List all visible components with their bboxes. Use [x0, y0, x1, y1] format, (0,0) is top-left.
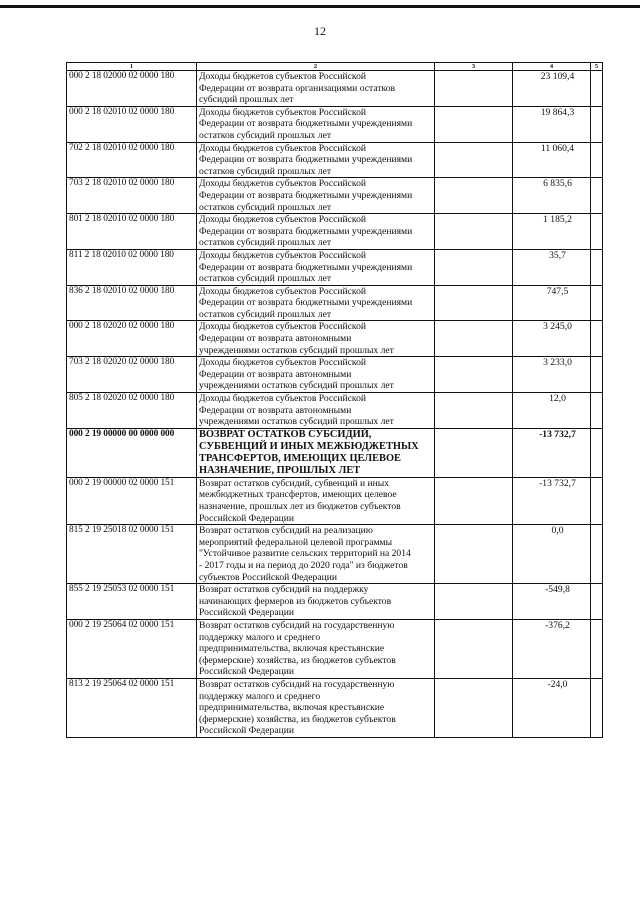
table-row [67, 428, 603, 477]
item-description [197, 428, 435, 477]
item-description [197, 142, 435, 178]
amount-cell: -13 732,7 [513, 477, 591, 524]
description-line: поддержку малого и среднего [199, 631, 321, 643]
table-row [67, 249, 603, 285]
description-line: Федерации от возврата бюджетными учреждениями [199, 154, 413, 166]
table-row [67, 285, 603, 321]
column-3-cell [435, 321, 513, 357]
table-body [67, 71, 603, 738]
budget-code: 703 2 18 02010 02 0000 180 [67, 178, 197, 214]
description-line: Федерации от возврата автономными [199, 404, 352, 416]
budget-code: 000 2 19 25064 02 0000 151 [67, 619, 197, 678]
column-5-cell [591, 214, 603, 250]
description-line: остатков субсидий прошлых лет [199, 308, 332, 320]
description-line: Российской Федерации [199, 512, 294, 524]
description-line: (фермерские) хозяйства, из бюджетов субъектов [199, 713, 396, 725]
description-line: Доходы бюджетов субъектов Российской [199, 249, 367, 261]
item-description [197, 525, 435, 584]
column-5-cell [591, 142, 603, 178]
column-5-cell [591, 106, 603, 142]
description-line: Федерации от возврата автономными [199, 368, 352, 380]
description-line: остатков субсидий прошлых лет [199, 201, 332, 213]
page-number: 12 [314, 24, 326, 38]
column-number-1: 1 [67, 63, 197, 71]
budget-code: 813 2 19 25064 02 0000 151 [67, 678, 197, 737]
amount-cell: 19 864,3 [513, 106, 591, 142]
description-line: Доходы бюджетов субъектов Российской [199, 178, 367, 190]
description-line: предпринимательства, включая крестьянские [199, 643, 385, 655]
column-number-4: 4 [513, 63, 591, 71]
item-description [197, 619, 435, 678]
column-number-2: 2 [197, 63, 435, 71]
amount-cell: 747,5 [513, 285, 591, 321]
description-line: Возврат остатков субсидий на государственную [199, 619, 395, 631]
description-line: Доходы бюджетов субъектов Российской [199, 142, 367, 154]
description-line: Российской Федерации [199, 725, 294, 737]
description-line: Доходы бюджетов субъектов Российской [199, 321, 367, 333]
description-line: Возврат остатков субсидий на поддержку [199, 584, 369, 596]
description-line: Российской Федерации [199, 607, 294, 619]
column-5-cell [591, 249, 603, 285]
description-line: Федерации от возврата бюджетными учреждениями [199, 118, 413, 130]
item-description [197, 214, 435, 250]
column-number-5: 5 [591, 63, 603, 71]
item-description [197, 678, 435, 737]
description-line: Доходы бюджетов субъектов Российской [199, 106, 367, 118]
column-3-cell [435, 678, 513, 737]
column-3-cell [435, 214, 513, 250]
column-5-cell [591, 285, 603, 321]
description-line: назначение, прошлых лет из бюджетов субъектов [199, 501, 401, 512]
budget-code: 811 2 18 02010 02 0000 180 [67, 249, 197, 285]
amount-cell: 35,7 [513, 249, 591, 285]
description-line: Доходы бюджетов субъектов Российской [199, 214, 367, 226]
budget-code: 000 2 18 02020 02 0000 180 [67, 321, 197, 357]
amount-cell: 0,0 [513, 525, 591, 584]
amount-cell: 12,0 [513, 393, 591, 429]
description-line: Возврат остатков субсидий на государственную [199, 678, 395, 690]
column-5-cell [591, 584, 603, 620]
column-3-cell [435, 71, 513, 107]
column-3-cell [435, 619, 513, 678]
description-line: "Устойчивое развитие сельских территорий на 2014 [199, 548, 411, 560]
description-line: Федерации от возврата бюджетными учреждениями [199, 225, 413, 237]
item-description [197, 178, 435, 214]
description-line: ТРАНСФЕРТОВ, ИМЕЮЩИХ ЦЕЛЕВОЕ [199, 452, 401, 464]
description-line: Федерации от возврата бюджетными учреждениями [199, 261, 413, 273]
table-row [67, 584, 603, 620]
description-line: Федерации от возврата бюджетными учреждениями [199, 297, 413, 309]
table-row [67, 106, 603, 142]
amount-cell: -376,2 [513, 619, 591, 678]
column-3-cell [435, 584, 513, 620]
column-5-cell [591, 178, 603, 214]
column-5-cell [591, 393, 603, 429]
table-row [67, 678, 603, 737]
table-row [67, 357, 603, 393]
item-description [197, 393, 435, 429]
column-3-cell [435, 357, 513, 393]
description-line: Доходы бюджетов субъектов Российской [199, 357, 367, 369]
budget-code: 702 2 18 02010 02 0000 180 [67, 142, 197, 178]
top-rule [0, 5, 640, 8]
amount-cell: 3 245,0 [513, 321, 591, 357]
description-line: мероприятий федеральной целевой программы [199, 536, 393, 548]
description-line: предпринимательства, включая крестьянские [199, 702, 385, 714]
description-line: НАЗНАЧЕНИЕ, ПРОШЛЫХ ЛЕТ [199, 464, 361, 476]
description-line: Доходы бюджетов субъектов Российской [199, 393, 367, 405]
table-row [67, 477, 603, 524]
item-description [197, 106, 435, 142]
table-row [67, 142, 603, 178]
column-number-row [67, 63, 603, 71]
budget-code: 855 2 19 25053 02 0000 151 [67, 584, 197, 620]
table-row [67, 619, 603, 678]
column-5-cell [591, 678, 603, 737]
description-line: остатков субсидий прошлых лет [199, 237, 332, 249]
table-row [67, 71, 603, 107]
budget-code: 836 2 18 02010 02 0000 180 [67, 285, 197, 321]
column-3-cell [435, 178, 513, 214]
budget-code: 815 2 19 25018 02 0000 151 [67, 525, 197, 584]
description-line: остатков субсидий прошлых лет [199, 165, 332, 177]
description-line: остатков субсидий прошлых лет [199, 273, 332, 285]
amount-cell: 6 835,6 [513, 178, 591, 214]
column-5-cell [591, 477, 603, 524]
item-description [197, 321, 435, 357]
budget-table [66, 62, 603, 738]
description-line: Доходы бюджетов субъектов Российской [199, 285, 367, 297]
column-3-cell [435, 393, 513, 429]
description-line: субсидий прошлых лет [199, 94, 294, 106]
budget-code: 805 2 18 02020 02 0000 180 [67, 393, 197, 429]
column-3-cell [435, 249, 513, 285]
table-row [67, 321, 603, 357]
description-line: субъектов Российской Федерации [199, 571, 337, 583]
item-description [197, 71, 435, 107]
description-line: ВОЗВРАТ ОСТАТКОВ СУБСИДИЙ, [199, 428, 372, 440]
column-3-cell [435, 106, 513, 142]
table-row [67, 393, 603, 429]
description-line: Федерации от возврата организациями остатков [199, 82, 396, 94]
column-3-cell [435, 142, 513, 178]
column-number-3: 3 [435, 63, 513, 71]
table-row [67, 178, 603, 214]
budget-code: 703 2 18 02020 02 0000 180 [67, 357, 197, 393]
description-line: учреждениями остатков субсидий прошлых лет [199, 344, 394, 356]
amount-cell: -549,8 [513, 584, 591, 620]
column-5-cell [591, 525, 603, 584]
column-5-cell [591, 619, 603, 678]
budget-code: 000 2 19 00000 02 0000 151 [67, 477, 197, 524]
description-line: СУБВЕНЦИЙ И ИНЫХ МЕЖБЮДЖЕТНЫХ [199, 440, 419, 452]
amount-cell: -24,0 [513, 678, 591, 737]
amount-cell: -13 732,7 [513, 428, 591, 477]
column-5-cell [591, 357, 603, 393]
item-description [197, 584, 435, 620]
item-description [197, 477, 435, 524]
column-5-cell [591, 321, 603, 357]
amount-cell: 1 185,2 [513, 214, 591, 250]
item-description [197, 357, 435, 393]
item-description [197, 285, 435, 321]
description-line: учреждениями остатков субсидий прошлых лет [199, 416, 394, 428]
amount-cell: 11 060,4 [513, 142, 591, 178]
budget-code: 801 2 18 02010 02 0000 180 [67, 214, 197, 250]
budget-code: 000 2 19 00000 00 0000 000 [67, 428, 197, 477]
column-5-cell [591, 428, 603, 477]
description-line: Российской Федерации [199, 666, 294, 678]
description-line: остатков субсидий прошлых лет [199, 129, 332, 141]
description-line: Возврат остатков субсидий на реализацию [199, 525, 373, 537]
column-3-cell [435, 477, 513, 524]
table-row [67, 214, 603, 250]
column-3-cell [435, 285, 513, 321]
description-line: поддержку малого и среднего [199, 690, 321, 702]
description-line: Доходы бюджетов субъектов Российской [199, 71, 367, 82]
column-5-cell [591, 71, 603, 107]
description-line: начинающих фермеров из бюджетов субъектов [199, 595, 392, 607]
table-row [67, 525, 603, 584]
description-line: Федерации от возврата бюджетными учреждениями [199, 189, 413, 201]
description-line: учреждениями остатков субсидий прошлых лет [199, 380, 394, 392]
description-line: (фермерские) хозяйства, из бюджетов субъектов [199, 654, 396, 666]
budget-code: 000 2 18 02000 02 0000 180 [67, 71, 197, 107]
column-3-cell [435, 428, 513, 477]
column-3-cell [435, 525, 513, 584]
budget-code: 000 2 18 02010 02 0000 180 [67, 106, 197, 142]
description-line: межбюджетных трансфертов, имеющих целевое [199, 489, 397, 501]
item-description [197, 249, 435, 285]
description-line: Федерации от возврата автономными [199, 333, 352, 345]
description-line: - 2017 годы и на период до 2020 года" из бюджетов [199, 559, 408, 571]
amount-cell: 3 233,0 [513, 357, 591, 393]
description-line: Возврат остатков субсидий, субвенций и иных [199, 477, 390, 489]
amount-cell: 23 109,4 [513, 71, 591, 107]
